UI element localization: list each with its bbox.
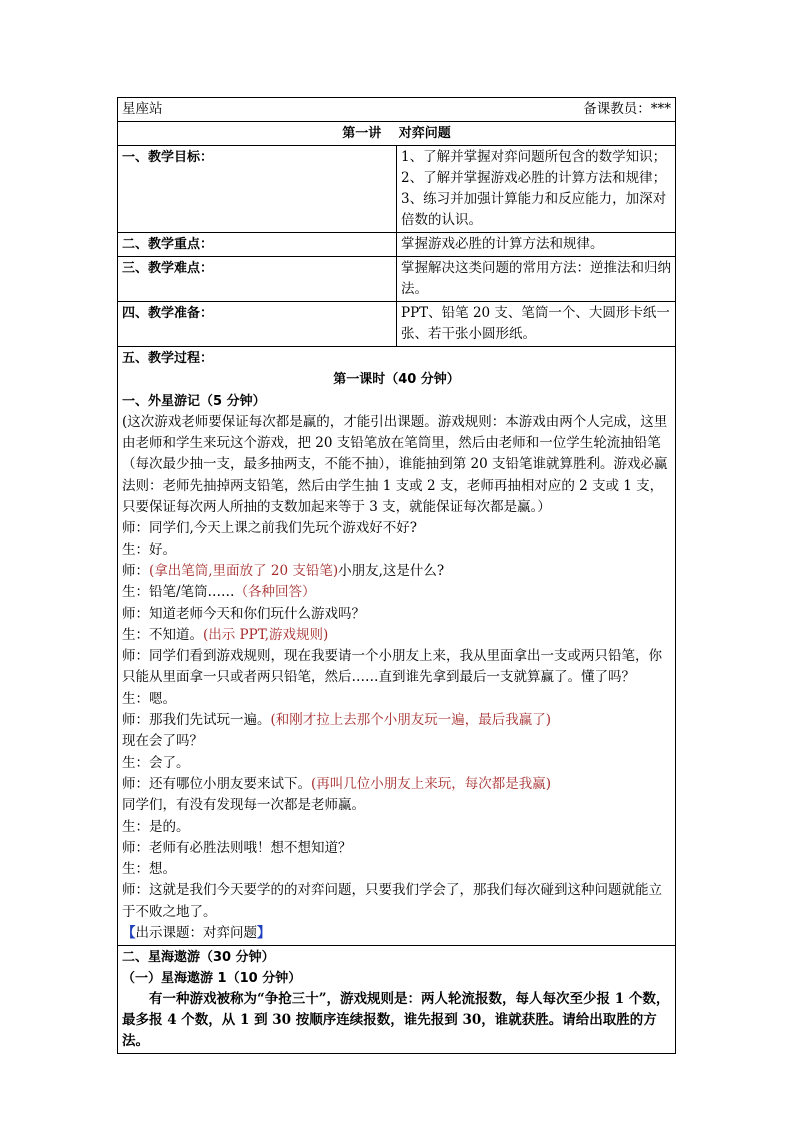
process-row	[118, 347, 676, 946]
key-points-row	[118, 233, 676, 257]
dialogue-line: 师：(拿出笔筒,里面放了 20 支铅笔)小朋友,这是什么?	[122, 562, 445, 579]
dialogue-line: 现在会了吗？	[122, 733, 203, 750]
dialogue-line: 生：想。	[122, 861, 176, 878]
section2-cell	[118, 946, 676, 1054]
preparation-content: PPT、铅笔 20 支、笔筒一个、大圆形卡纸一张、若干张小圆形纸。	[397, 302, 676, 347]
stage-note: (再叫几位小朋友上来玩，每次都是我赢)	[311, 775, 552, 792]
key-points-content: 掌握游戏必胜的计算方法和规律。	[397, 233, 676, 257]
objectives-content	[397, 146, 676, 233]
dialogue-line: 同学们，有没有发现每一次都是老师赢。	[122, 797, 365, 814]
topic-text: 出示课题：对弈问题	[135, 925, 257, 942]
bracket-open: 【	[122, 925, 136, 942]
difficulties-row	[118, 257, 676, 302]
dialogue-line: 生：不知道。(出示 PPT,游戏规则)	[122, 626, 329, 643]
header-teacher: 备课教员：***	[583, 101, 671, 117]
game-intro: (这次游戏老师要保证每次都是赢的，才能引出课题。游戏规则：本游戏由两个人完成，这里由老师和学生来玩这个游戏，把 20 支铅笔放在笔筒里，然后由老师和一位学生轮流抽铅笔（每次最少抽一支，最多抽两支，不能不抽），谁能抽到第 20 支铅笔谁就算胜利。游戏必赢法则：老师先抽掉两支铅笔，然后由学生抽 1 支或 2 支，老师再抽相对应的 2 支或 1 支，只要保证每次两人所抽的支数加起来等于 3 支，就能保证每次都是赢。）	[122, 413, 668, 516]
topic-line	[122, 923, 671, 944]
lesson-plan	[117, 97, 676, 1054]
dialogue-line: 生：会了。	[122, 754, 190, 771]
objectives-label: 一、教学目标：	[118, 146, 397, 233]
header-station: 星座站	[122, 101, 163, 117]
dialogue-line: 生：好。	[122, 541, 176, 558]
section2-row	[118, 946, 676, 1054]
difficulties-label: 三、教学难点：	[118, 257, 397, 302]
dialogue-line: 师：老师有必胜法则哦！想不想知道？	[122, 839, 352, 856]
lesson-title: 第一讲 对弈问题	[118, 122, 676, 146]
stage-note: (和刚才拉上去那个小朋友玩一遍，最后我赢了)	[270, 712, 552, 729]
dialogue-line: 生：嗯。	[122, 690, 176, 707]
objective-line: 2、了解并掌握游戏必胜的计算方法和规律；	[401, 170, 667, 186]
section1-title: 一、外星游记（5 分钟）	[122, 393, 266, 409]
dialogue-line: 生：是的。	[122, 818, 190, 835]
dialogue-line: 师：这就是我们今天要学的的对弈问题，只要我们学会了，那我们每次碰到这种问题就能立于不败之地了。	[122, 882, 662, 920]
section2-title: 二、星海遨游（30 分钟）	[122, 950, 275, 966]
dialogue-line: 师：那我们先试玩一遍。(和刚才拉上去那个小朋友玩一遍，最后我赢了)	[122, 712, 552, 729]
objective-line: 1、了解并掌握对弈问题所包含的数学知识；	[401, 149, 667, 165]
process-heading: 五、教学过程：	[122, 351, 214, 366]
header-cell	[118, 98, 676, 122]
problem-statement: 有一种游戏被称为“争抢三十”，游戏规则是：两人轮流报数，每人每次至少报 1 个数，最多报 4 个数，从 1 到 30 按顺序连续报数，谁先报到 30，谁就获胜。请给出取胜的方法。	[122, 991, 670, 1050]
dialogue-line: 师：还有哪位小朋友要来试下。(再叫几位小朋友上来玩，每次都是我赢)	[122, 775, 552, 792]
dialogue-line: 师：同学们,今天上课之前我们先玩个游戏好不好?	[122, 520, 418, 537]
objectives-row	[118, 146, 676, 233]
stage-note: （各种回答）	[234, 584, 316, 601]
process-cell	[118, 347, 676, 946]
stage-note: (出示 PPT,游戏规则)	[203, 626, 329, 643]
header-row	[118, 98, 676, 122]
objective-line: 3、练习并加强计算能力和反应能力，加深对倍数的认识。	[401, 191, 667, 228]
preparation-label: 四、教学准备：	[118, 302, 397, 347]
title-row	[118, 122, 676, 146]
preparation-row	[118, 302, 676, 347]
dialogue-line: 师：同学们看到游戏规则，现在我要请一个小朋友上来，我从里面拿出一支或两只铅笔，你只能从里面拿一只或者两只铅笔，然后……直到谁先拿到最后一支就算赢了。懂了吗？	[122, 648, 662, 686]
stage-note: (拿出笔筒,里面放了 20 支铅笔)	[149, 562, 339, 579]
dialogue-line: 师：知道老师今天和你们玩什么游戏吗？	[122, 605, 365, 622]
key-points-label: 二、教学重点：	[118, 233, 397, 257]
bracket-close: 】	[257, 925, 271, 942]
dialogue-line: 生：铅笔/笔筒……（各种回答）	[122, 584, 316, 601]
period-title: 第一课时（40 分钟）	[333, 372, 460, 388]
sub1-title: （一）星海遨游 1（10 分钟）	[122, 971, 302, 987]
lesson-plan-table	[117, 97, 676, 1054]
difficulties-content: 掌握解决这类问题的常用方法：逆推法和归纳法。	[397, 257, 676, 302]
